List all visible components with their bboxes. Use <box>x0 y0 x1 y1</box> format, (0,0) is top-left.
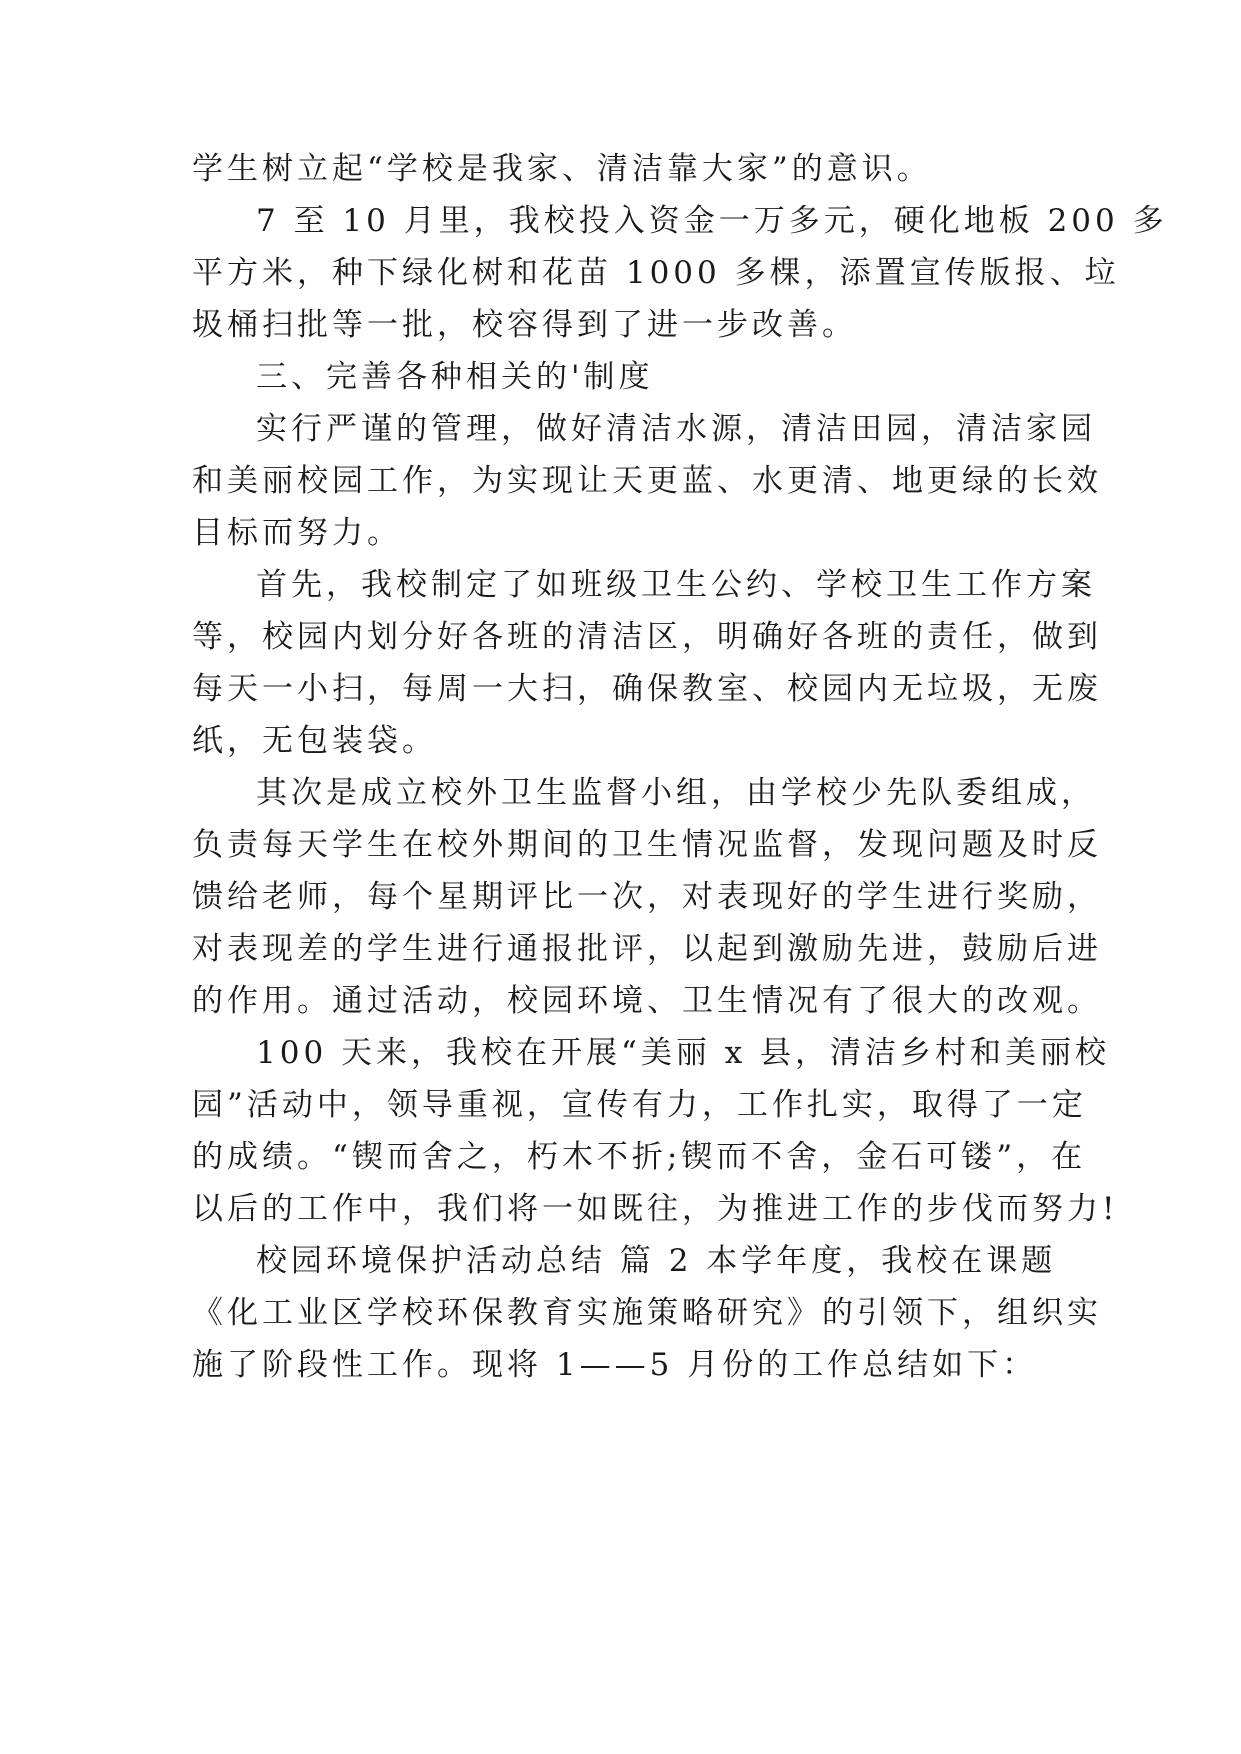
paragraph-line: 7 至 10 月里，我校投入资金一万多元，硬化地板 200 多 <box>256 203 1168 239</box>
section-heading: 三、完善各种相关的'制度 <box>256 359 654 395</box>
paragraph-line: 《化工业区学校环保教育实施策略研究》的引领下，组织实 <box>192 1295 1102 1331</box>
paragraph-line: 等，校园内划分好各班的清洁区，明确好各班的责任，做到 <box>192 619 1102 655</box>
paragraph-line: 实行严谨的管理，做好清洁水源，清洁田园，清洁家园 <box>256 411 1096 447</box>
paragraph-line: 对表现差的学生进行通报批评，以起到激励先进，鼓励后进 <box>192 931 1102 967</box>
paragraph-line: 和美丽校园工作，为实现让天更蓝、水更清、地更绿的长效 <box>192 463 1102 499</box>
paragraph-line: 首先，我校制定了如班级卫生公约、学校卫生工作方案 <box>256 567 1096 603</box>
paragraph-line: 圾桶扫批等一批，校容得到了进一步改善。 <box>192 307 857 343</box>
paragraph-line: 100 天来，我校在开展“美丽 x 县，清洁乡村和美丽校 <box>256 1035 1111 1071</box>
paragraph-line: 以后的工作中，我们将一如既往，为推进工作的步伐而努力! <box>192 1191 1119 1227</box>
paragraph-line: 校园环境保护活动总结 篇 2 本学年度，我校在课题 <box>256 1243 1057 1279</box>
paragraph-line: 园”活动中，领导重视，宣传有力，工作扎实，取得了一定 <box>192 1087 1087 1123</box>
paragraph-line: 负责每天学生在校外期间的卫生情况监督，发现问题及时反 <box>192 827 1102 863</box>
paragraph-line: 的作用。通过活动，校园环境、卫生情况有了很大的改观。 <box>192 983 1102 1019</box>
paragraph-line: 纸，无包装袋。 <box>192 723 437 759</box>
paragraph-line: 平方米，种下绿化树和花苗 1000 多棵，添置宣传版报、垃 <box>192 255 1120 291</box>
paragraph-line: 馈给老师，每个星期评比一次，对表现好的学生进行奖励， <box>192 879 1102 915</box>
paragraph-line: 目标而努力。 <box>192 515 402 551</box>
paragraph-line: 学生树立起“学校是我家、清洁靠大家”的意识。 <box>192 151 932 187</box>
paragraph-line: 的成绩。“锲而舍之，朽木不折;锲而不舍，金石可镂”，在 <box>192 1139 1087 1175</box>
paragraph-line: 施了阶段性工作。现将 1——5 月份的工作总结如下： <box>192 1347 1038 1383</box>
paragraph-line: 每天一小扫，每周一大扫，确保教室、校园内无垃圾，无废 <box>192 671 1102 707</box>
paragraph-line: 其次是成立校外卫生监督小组，由学校少先队委组成， <box>256 775 1096 811</box>
